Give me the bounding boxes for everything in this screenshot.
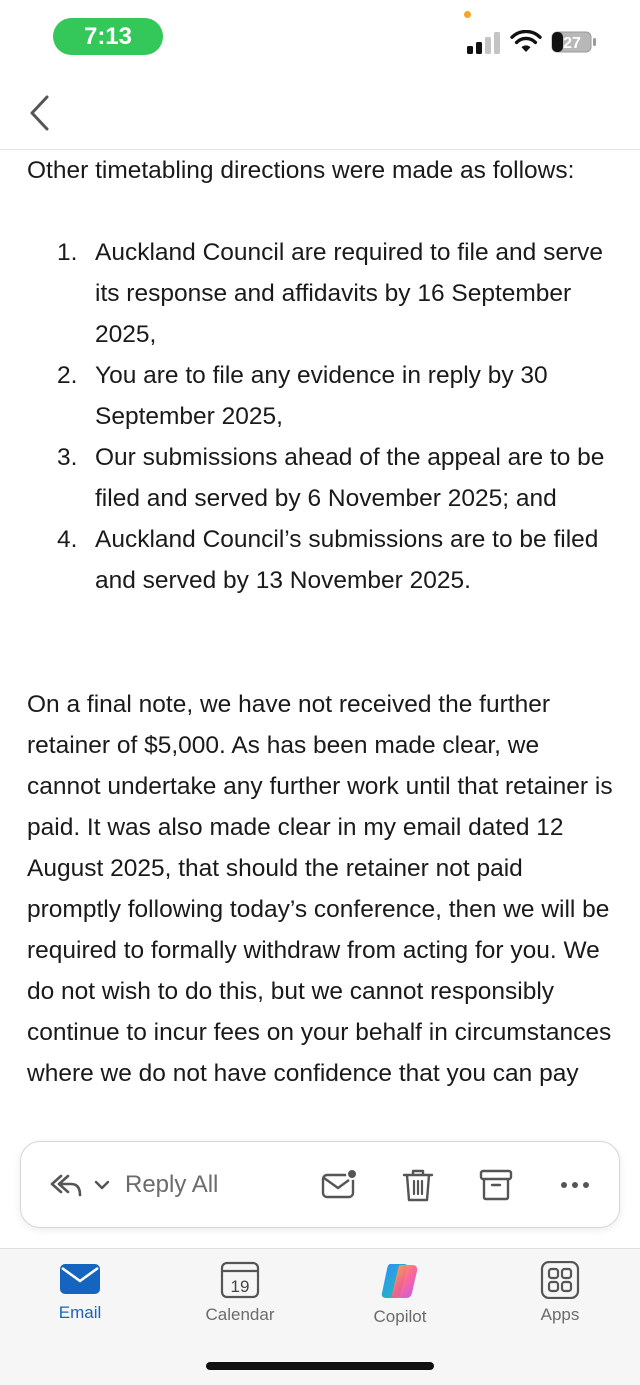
tab-apps-label: Apps — [540, 1305, 580, 1324]
directions-list — [27, 232, 617, 601]
cellular-signal-icon — [467, 32, 501, 54]
intro-paragraph: Other timetabling directions were made as follows: — [27, 157, 575, 184]
message-body — [0, 150, 640, 1140]
tab-calendar-label: Calendar — [205, 1305, 275, 1324]
privacy-indicator-dot — [464, 11, 471, 18]
status-bar — [0, 0, 640, 75]
battery-icon — [551, 31, 597, 53]
reply-all-label: Reply All — [125, 1171, 219, 1198]
home-indicator[interactable] — [206, 1362, 434, 1370]
mail-icon — [59, 1261, 101, 1297]
list-item-text: Our submissions ahead of the appeal are to be filed and served by 6 November 2025; and — [95, 444, 605, 512]
battery-level: 27 — [563, 35, 581, 52]
list-number: 1. — [57, 239, 78, 266]
copilot-icon — [378, 1261, 422, 1301]
apps-grid-icon — [540, 1261, 580, 1299]
calendar-icon — [220, 1261, 260, 1299]
mark-unread-icon[interactable] — [321, 1166, 359, 1204]
reply-all-button[interactable] — [49, 1164, 218, 1206]
status-time: 7:13 — [53, 18, 163, 55]
list-number: 2. — [57, 362, 78, 389]
reply-all-icon — [49, 1171, 83, 1199]
more-options-icon[interactable] — [556, 1166, 594, 1204]
final-note-paragraph: On a final note, we have not received the further retainer of $5,000. As has been made clear, we cannot undertake any further work until that retainer is paid. It was also made clear in my email dated 12 August 2025, that should the retainer not paid promptly following today’s conference, then we will be required to formally withdraw from acting for you. We do not wish to do this, but we cannot responsibly continue to incur fees on your behalf in circumstances where we do not have confidence that you can pay — [27, 691, 613, 1087]
tab-apps[interactable] — [500, 1261, 620, 1341]
list-item-text: Auckland Council’s submissions are to be filed and served by 13 November 2025. — [95, 526, 599, 594]
list-item-text: Auckland Council are required to file and serve its response and affidavits by 16 September 2025, — [95, 239, 603, 348]
list-item — [27, 355, 617, 437]
archive-icon[interactable] — [477, 1166, 515, 1204]
list-number: 3. — [57, 444, 78, 471]
reply-toolbar — [20, 1141, 620, 1228]
chevron-down-icon[interactable] — [91, 1174, 113, 1196]
delete-trash-icon[interactable] — [399, 1166, 437, 1204]
navigation-bar — [0, 75, 640, 150]
tab-email-label: Email — [58, 1303, 102, 1322]
list-item — [27, 232, 617, 355]
wifi-icon — [510, 30, 542, 54]
list-item-text: You are to file any evidence in reply by 30 September 2025, — [95, 362, 548, 430]
calendar-day: 19 — [230, 1277, 250, 1296]
list-item — [27, 519, 617, 601]
tab-copilot-label: Copilot — [373, 1307, 427, 1326]
tab-calendar[interactable] — [180, 1261, 300, 1341]
list-number: 4. — [57, 526, 78, 553]
list-item — [27, 437, 617, 519]
tab-copilot[interactable] — [340, 1261, 460, 1341]
tab-email[interactable] — [20, 1261, 140, 1341]
back-chevron-icon[interactable] — [26, 93, 56, 133]
